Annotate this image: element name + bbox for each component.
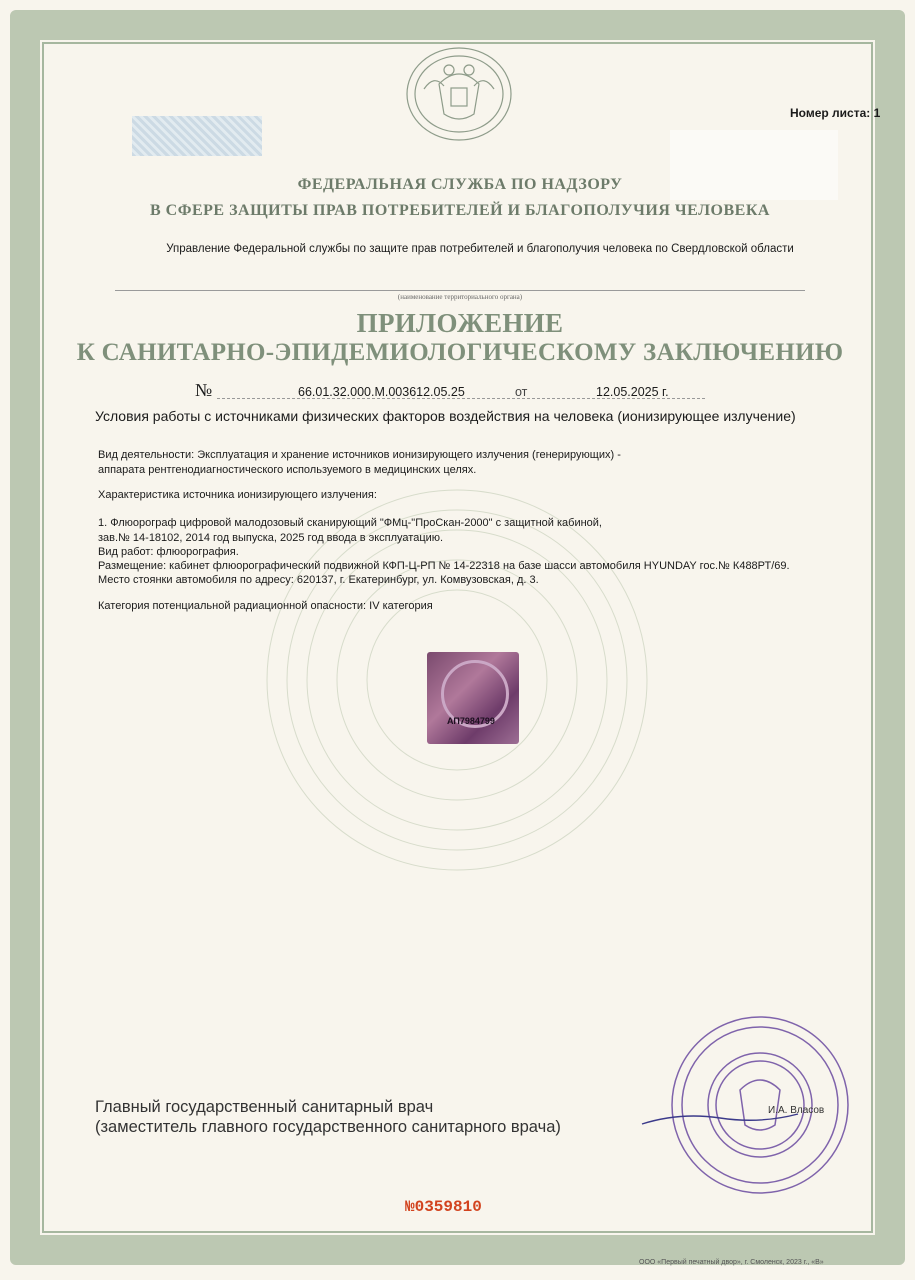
printer-imprint: ООО «Первый печатный двор», г. Смоленск, 2023 г., «В» xyxy=(639,1259,824,1266)
agency-title-line2: В СФЕРЕ ЗАЩИТЫ ПРАВ ПОТРЕБИТЕЛЕЙ И БЛАГОПОЛУЧИЯ ЧЕЛОВЕКА xyxy=(150,202,770,219)
territorial-organization: Управление Федеральной службы по защите прав потребителей и благополучия человека по Свердловской области xyxy=(166,243,794,255)
item-line3: Вид работ: флюорография. xyxy=(98,546,239,558)
source-characteristic: Характеристика источника ионизирующего излучения: xyxy=(98,489,377,501)
serial-number: №0359810 xyxy=(405,1198,482,1216)
document-title: ПРИЛОЖЕНИЕ xyxy=(356,308,564,338)
signer-name: И.А. Власов xyxy=(768,1105,825,1116)
signer-position-deputy: (заместитель главного государственного санитарного врача) xyxy=(95,1118,561,1136)
organization-underline xyxy=(115,290,805,291)
item-line4: Размещение: кабинет флюорографический подвижной КФП-Ц-РП № 14-22318 на базе шасси автомобиля HYUNDAY гос.№ К488РТ/69. xyxy=(98,560,790,572)
conditions-heading: Условия работы с источниками физических факторов воздействия на человека (ионизирующее излучение) xyxy=(95,408,796,424)
sheet-number: Номер листа: 1 xyxy=(790,106,881,120)
number-sign: № xyxy=(195,380,213,400)
conclusion-number: 66.01.32.000.М.003612.05.25 xyxy=(298,385,465,399)
document-subtitle: К САНИТАРНО-ЭПИДЕМИОЛОГИЧЕСКОМУ ЗАКЛЮЧЕНИЮ xyxy=(76,339,844,366)
hologram-code: АП7984799 xyxy=(447,716,495,726)
item-line1: 1. Флюорограф цифровой малодозовый сканирующий "ФМц-"ПроСкан-2000" с защитной кабиной, xyxy=(98,517,602,529)
signer-position: Главный государственный санитарный врач xyxy=(95,1098,434,1116)
coat-of-arms-emblem xyxy=(404,44,514,144)
activity-line2: аппарата рентгенодиагностического используемого в медицинских целях. xyxy=(98,464,477,476)
agency-title-line1: ФЕДЕРАЛЬНАЯ СЛУЖБА ПО НАДЗОРУ xyxy=(297,176,623,193)
hologram-sticker xyxy=(427,652,519,744)
official-seal-stamp xyxy=(660,1010,860,1200)
activity-line1: Вид деятельности: Эксплуатация и хранение источников ионизирующего излучения (генерирующих) - xyxy=(98,449,621,461)
radiation-category: Категория потенциальной радиационной опасности: IV категория xyxy=(98,600,433,612)
number-row xyxy=(195,380,735,402)
organization-caption: (наименование территориального органа) xyxy=(397,293,523,301)
qr-code-area xyxy=(132,116,262,156)
item-line2: зав.№ 14-18102, 2014 год выпуска, 2025 год ввода в эксплуатацию. xyxy=(98,532,444,544)
from-label: от xyxy=(515,385,528,399)
item-line5: Место стоянки автомобиля по адресу: 620137, г. Екатеринбург, ул. Комвузовская, д. 3. xyxy=(98,574,539,586)
conclusion-date: 12.05.2025 г. xyxy=(596,385,669,399)
